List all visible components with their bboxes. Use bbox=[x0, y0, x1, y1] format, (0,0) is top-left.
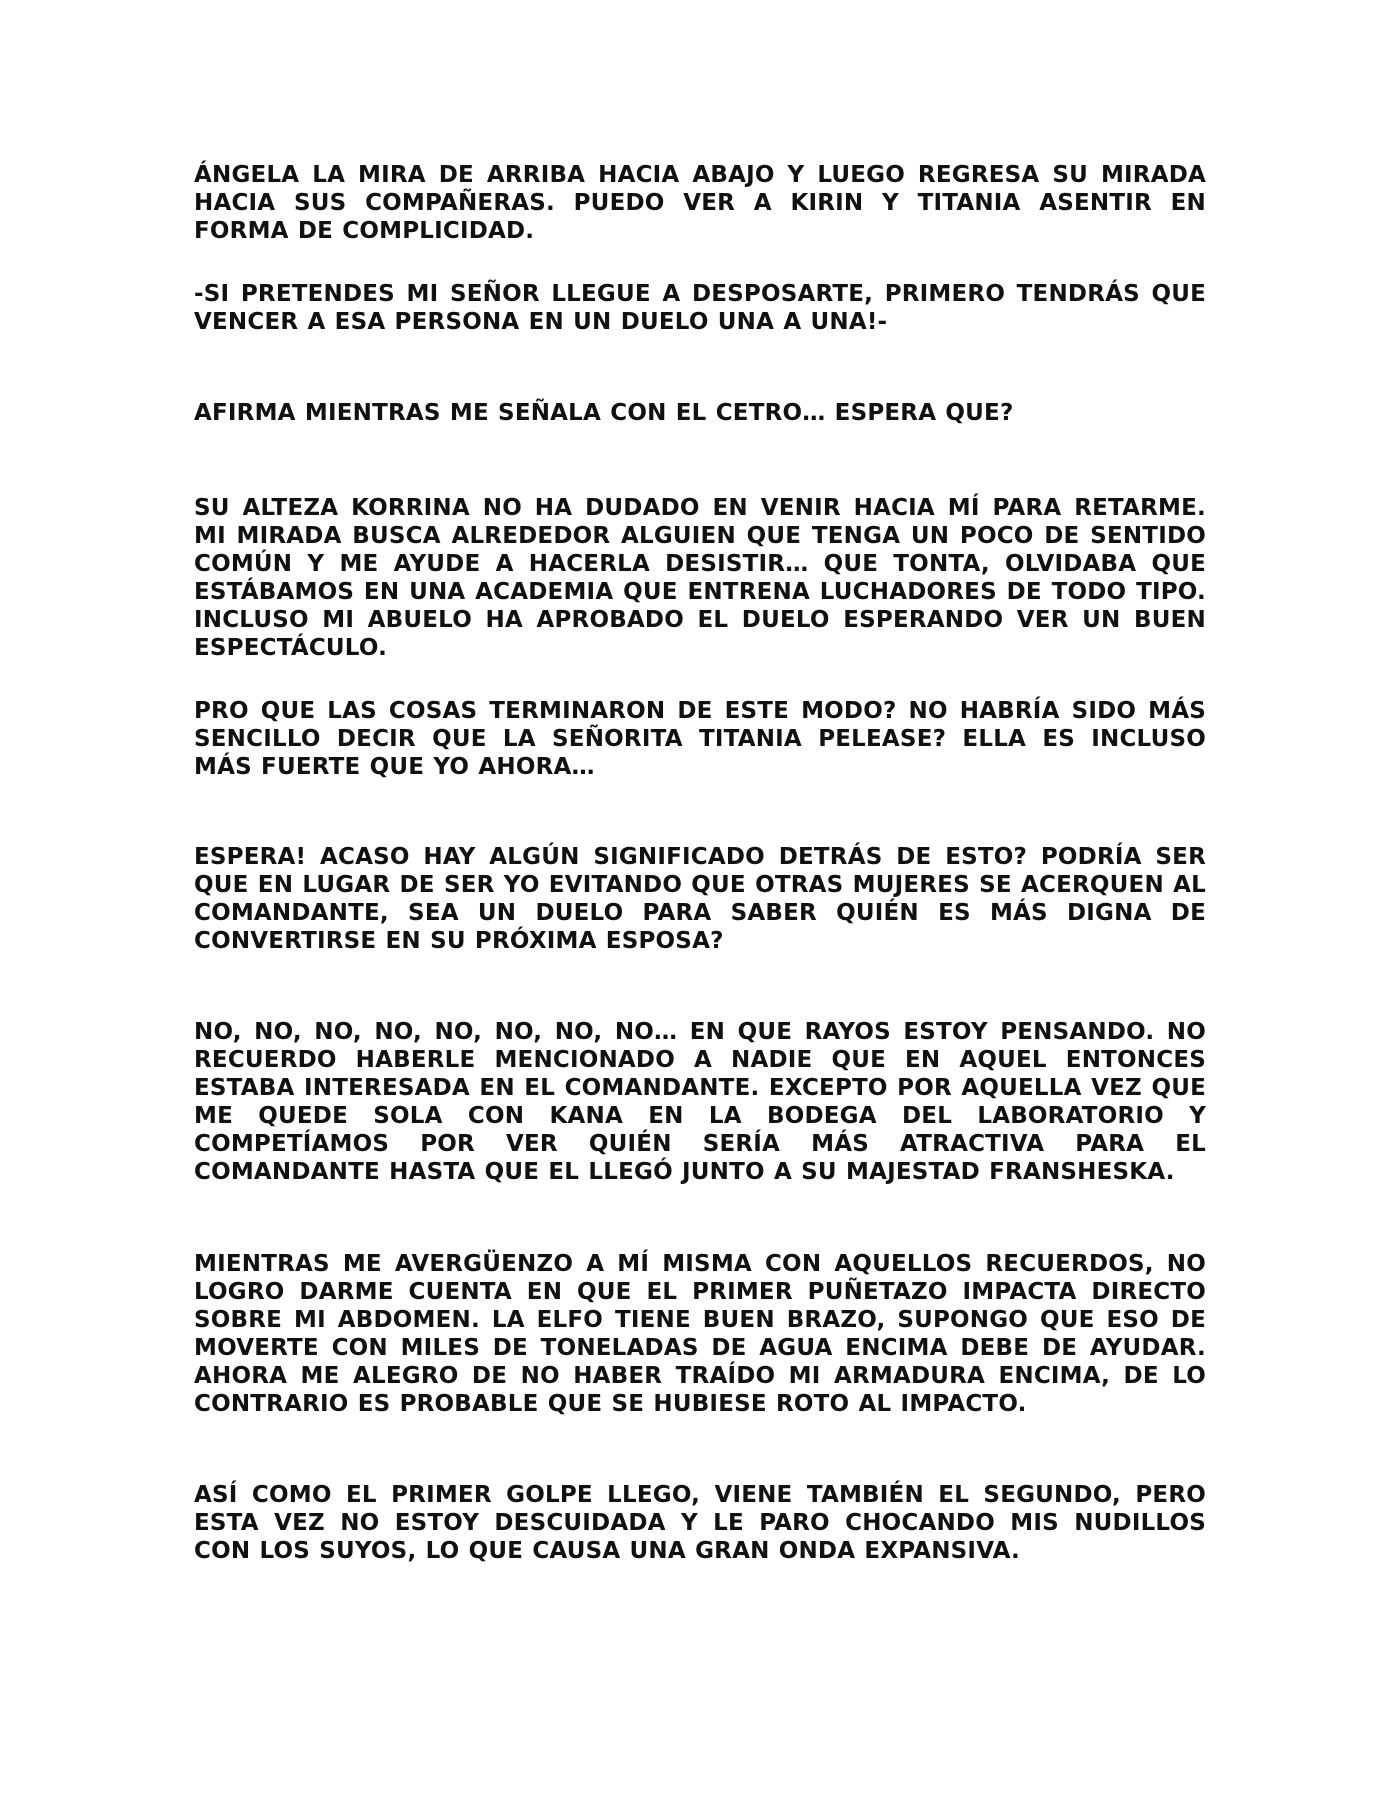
paragraph-8: MIENTRAS ME AVERGÜENZO A MÍ MISMA CON AQUELLOS RECUERDOS, NO LOGRO DARME CUENTA EN QUE EL PRIMER PUÑETAZO IMPACTA DIRECTO SOBRE MI ABDOMEN. LA ELFO TIENE BUEN BRAZO, SUPONGO QUE ESO DE MOVERTE CON MILES DE TONELADAS DE AGUA ENCIMA DEBE DE AYUDAR. AHORA ME ALEGRO DE NO HABER TRAÍDO MI ARMADURA ENCIMA, DE LO CONTRARIO ES PROBABLE QUE SE HUBIESE ROTO AL IMPACTO. bbox=[194, 1251, 1206, 1417]
paragraph-9: ASÍ COMO EL PRIMER GOLPE LLEGO, VIENE TAMBIÉN EL SEGUNDO, PERO ESTA VEZ NO ESTOY DESCUIDADA Y LE PARO CHOCANDO MIS NUDILLOS CON LOS SUYOS, LO QUE CAUSA UNA GRAN ONDA EXPANSIVA. bbox=[194, 1482, 1206, 1564]
paragraph-7: NO, NO, NO, NO, NO, NO, NO, NO… EN QUE RAYOS ESTOY PENSANDO. NO RECUERDO HABERLE MENCIONADO A NADIE QUE EN AQUEL ENTONCES ESTABA INTERESADA EN EL COMANDANTE. EXCEPTO POR AQUELLA VEZ QUE ME QUEDE SOLA CON KANA EN LA BODEGA DEL LABORATORIO Y COMPETÍAMOS POR VER QUIÉN SERÍA MÁS ATRACTIVA PARA EL COMANDANTE HASTA QUE EL LLEGÓ JUNTO A SU MAJESTAD FRANSHESKA. bbox=[194, 1019, 1206, 1185]
paragraph-5: PRO QUE LAS COSAS TERMINARON DE ESTE MODO? NO HABRÍA SIDO MÁS SENCILLO DECIR QUE LA SEÑORITA TITANIA PELEASE? ELLA ES INCLUSO MÁS FUERTE QUE YO AHORA… bbox=[194, 698, 1206, 780]
paragraph-6: ESPERA! ACASO HAY ALGÚN SIGNIFICADO DETRÁS DE ESTO? PODRÍA SER QUE EN LUGAR DE SER YO EVITANDO QUE OTRAS MUJERES SE ACERQUEN AL COMANDANTE, SEA UN DUELO PARA SABER QUIÉN ES MÁS DIGNA DE CONVERTIRSE EN SU PRÓXIMA ESPOSA? bbox=[194, 844, 1206, 954]
paragraph-2: -SI PRETENDES MI SEÑOR LLEGUE A DESPOSARTE, PRIMERO TENDRÁS QUE VENCER A ESA PERSONA EN UN DUELO UNA A UNA!- bbox=[194, 281, 1206, 335]
paragraph-3: AFIRMA MIENTRAS ME SEÑALA CON EL CETRO… ESPERA QUE? bbox=[194, 400, 1014, 426]
paragraph-4: SU ALTEZA KORRINA NO HA DUDADO EN VENIR HACIA MÍ PARA RETARME. MI MIRADA BUSCA ALREDEDOR ALGUIEN QUE TENGA UN POCO DE SENTIDO COMÚN Y ME AYUDE A HACERLA DESISTIR… QUE TONTA, OLVIDABA QUE ESTÁBAMOS EN UNA ACADEMIA QUE ENTRENA LUCHADORES DE TODO TIPO. INCLUSO MI ABUELO HA APROBADO EL DUELO ESPERANDO VER UN BUEN ESPECTÁCULO. bbox=[194, 495, 1206, 661]
paragraph-1: ÁNGELA LA MIRA DE ARRIBA HACIA ABAJO Y LUEGO REGRESA SU MIRADA HACIA SUS COMPAÑERAS. PUEDO VER A KIRIN Y TITANIA ASENTIR EN FORMA DE COMPLICIDAD. bbox=[194, 162, 1206, 244]
